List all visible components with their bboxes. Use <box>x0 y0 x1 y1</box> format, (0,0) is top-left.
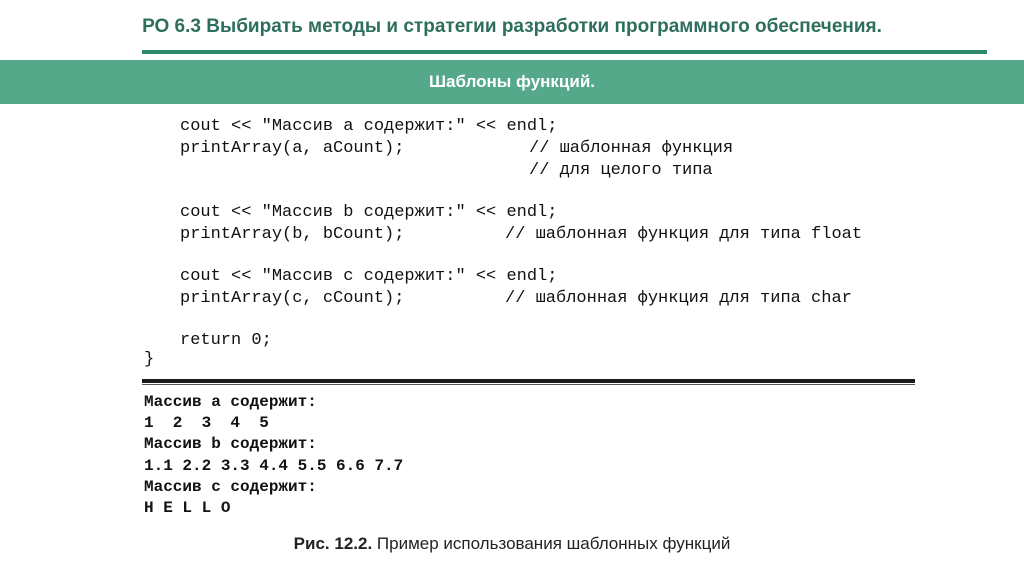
title-divider <box>142 50 987 54</box>
figure-caption <box>0 534 1024 554</box>
output-line: 1 2 3 4 5 <box>144 414 269 432</box>
page-title: РО 6.3 Выбирать методы и стратегии разработки программного обеспечения. <box>142 16 882 37</box>
code-line: printArray(a, aCount); <box>180 139 405 158</box>
code-closing-brace: } <box>144 350 155 369</box>
code-line: printArray(c, cCount); <box>180 289 405 308</box>
output-separator-thin <box>142 384 915 385</box>
code-line: return 0; <box>180 331 272 350</box>
figure-label: Рис. 12.2. <box>293 534 373 553</box>
code-line: printArray(b, bCount); <box>180 225 405 244</box>
code-comment: // шаблонная функция для типа char <box>505 289 852 308</box>
code-comment: // шаблонная функция <box>529 139 734 158</box>
output-line: Массив c содержит: <box>144 478 317 496</box>
output-line: 1.1 2.2 3.3 4.4 5.5 6.6 7.7 <box>144 457 404 475</box>
code-comment: // шаблонная функция для типа float <box>505 225 863 244</box>
code-comment: // для целого типа <box>529 161 713 180</box>
code-line: cout << "Массив b содержит:" << endl; <box>180 203 558 222</box>
code-line: cout << "Массив c содержит:" << endl; <box>180 267 558 286</box>
figure-caption-text: Пример использования шаблонных функций <box>372 534 731 553</box>
output-line: Массив b содержит: <box>144 435 317 453</box>
code-line: cout << "Массив a содержит:" << endl; <box>180 117 558 136</box>
section-title: Шаблоны функций. <box>428 72 596 91</box>
output-separator <box>142 379 915 383</box>
output-line: H E L L O <box>144 499 231 517</box>
section-banner <box>0 60 1024 104</box>
output-line: Массив a содержит: <box>144 393 317 411</box>
